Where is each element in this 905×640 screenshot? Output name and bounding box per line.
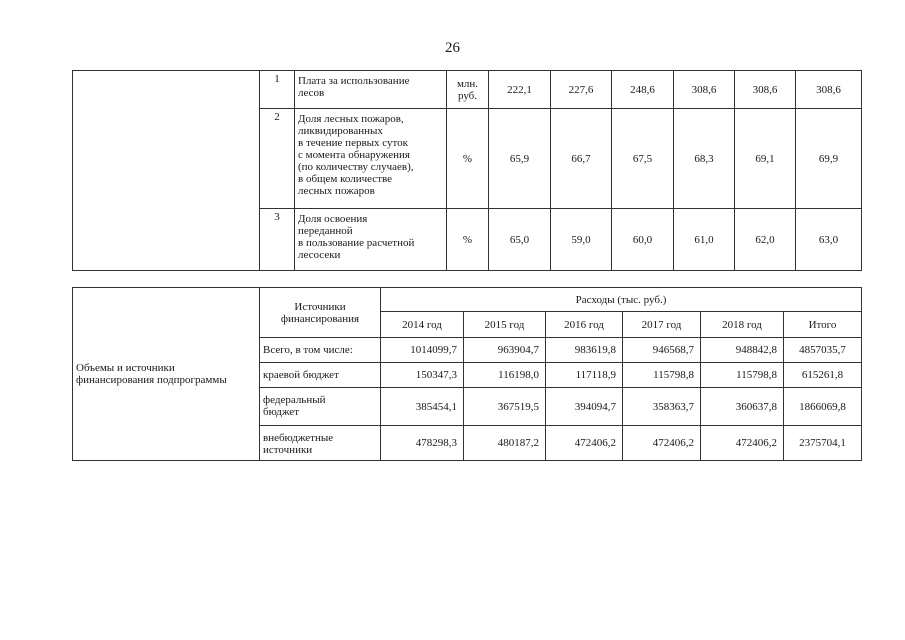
amount-cell: 150347,3 [381, 363, 464, 388]
indicator-value: 227,6 [551, 71, 612, 109]
indicator-value: 69,1 [735, 109, 796, 209]
page-number: 26 [445, 40, 460, 56]
amount-cell: 480187,2 [464, 426, 546, 461]
amount-cell: 946568,7 [623, 338, 701, 363]
amount-cell: 117118,9 [546, 363, 623, 388]
year-header: 2017 год [623, 312, 701, 338]
indicator-value: 68,3 [674, 109, 735, 209]
total-cell: 1866069,8 [784, 388, 862, 426]
indicator-unit: % [447, 209, 489, 271]
finance-title: Объемы и источники финансирования подпрограммы [73, 288, 260, 461]
amount-cell: 472406,2 [701, 426, 784, 461]
year-header: 2018 год [701, 312, 784, 338]
indicator-number: 2 [260, 109, 295, 209]
funding-source: Всего, в том числе: [260, 338, 381, 363]
indicator-unit: % [447, 109, 489, 209]
indicator-value: 61,0 [674, 209, 735, 271]
indicator-value: 308,6 [674, 71, 735, 109]
year-header: 2015 год [464, 312, 546, 338]
amount-cell: 394094,7 [546, 388, 623, 426]
indicator-value: 308,6 [735, 71, 796, 109]
indicator-value: 66,7 [551, 109, 612, 209]
indicator-unit: млн. руб. [447, 71, 489, 109]
indicator-value: 222,1 [489, 71, 551, 109]
indicator-value: 65,9 [489, 109, 551, 209]
amount-cell: 472406,2 [546, 426, 623, 461]
indicator-value: 308,6 [796, 71, 862, 109]
funding-source: краевой бюджет [260, 363, 381, 388]
indicator-value: 67,5 [612, 109, 674, 209]
amount-cell: 358363,7 [623, 388, 701, 426]
indicator-value: 69,9 [796, 109, 862, 209]
amount-cell: 115798,8 [701, 363, 784, 388]
amount-cell: 385454,1 [381, 388, 464, 426]
amount-cell: 983619,8 [546, 338, 623, 363]
amount-cell: 115798,8 [623, 363, 701, 388]
total-cell: 4857035,7 [784, 338, 862, 363]
indicator-value: 63,0 [796, 209, 862, 271]
indicator-name: Доля лесных пожаров, ликвидированных в течение первых суток с момента обнаружения (по количеству случаев), в общем количестве лесных пожаров [295, 109, 447, 209]
indicator-number: 1 [260, 71, 295, 109]
indicator-name: Плата за использование лесов [295, 71, 447, 109]
table-row [73, 288, 862, 312]
total-header: Итого [784, 312, 862, 338]
amount-cell: 478298,3 [381, 426, 464, 461]
finance-table [72, 287, 862, 461]
total-cell: 615261,8 [784, 363, 862, 388]
amount-cell: 1014099,7 [381, 338, 464, 363]
expenses-header: Расходы (тыс. руб.) [381, 288, 862, 312]
amount-cell: 963904,7 [464, 338, 546, 363]
amount-cell: 367519,5 [464, 388, 546, 426]
amount-cell: 360637,8 [701, 388, 784, 426]
amount-cell: 948842,8 [701, 338, 784, 363]
funding-source: федеральный бюджет [260, 388, 381, 426]
indicator-value: 62,0 [735, 209, 796, 271]
indicator-number: 3 [260, 209, 295, 271]
empty-cell [73, 71, 260, 271]
funding-source: внебюджетные источники [260, 426, 381, 461]
indicator-value: 60,0 [612, 209, 674, 271]
indicator-value: 59,0 [551, 209, 612, 271]
sources-header: Источники финансирования [260, 288, 381, 338]
table-row [73, 71, 862, 109]
amount-cell: 472406,2 [623, 426, 701, 461]
indicator-name: Доля освоения переданной в пользование расчетной лесосеки [295, 209, 447, 271]
indicator-value: 65,0 [489, 209, 551, 271]
total-cell: 2375704,1 [784, 426, 862, 461]
amount-cell: 116198,0 [464, 363, 546, 388]
indicator-value: 248,6 [612, 71, 674, 109]
year-header: 2016 год [546, 312, 623, 338]
year-header: 2014 год [381, 312, 464, 338]
indicators-table [72, 70, 862, 271]
